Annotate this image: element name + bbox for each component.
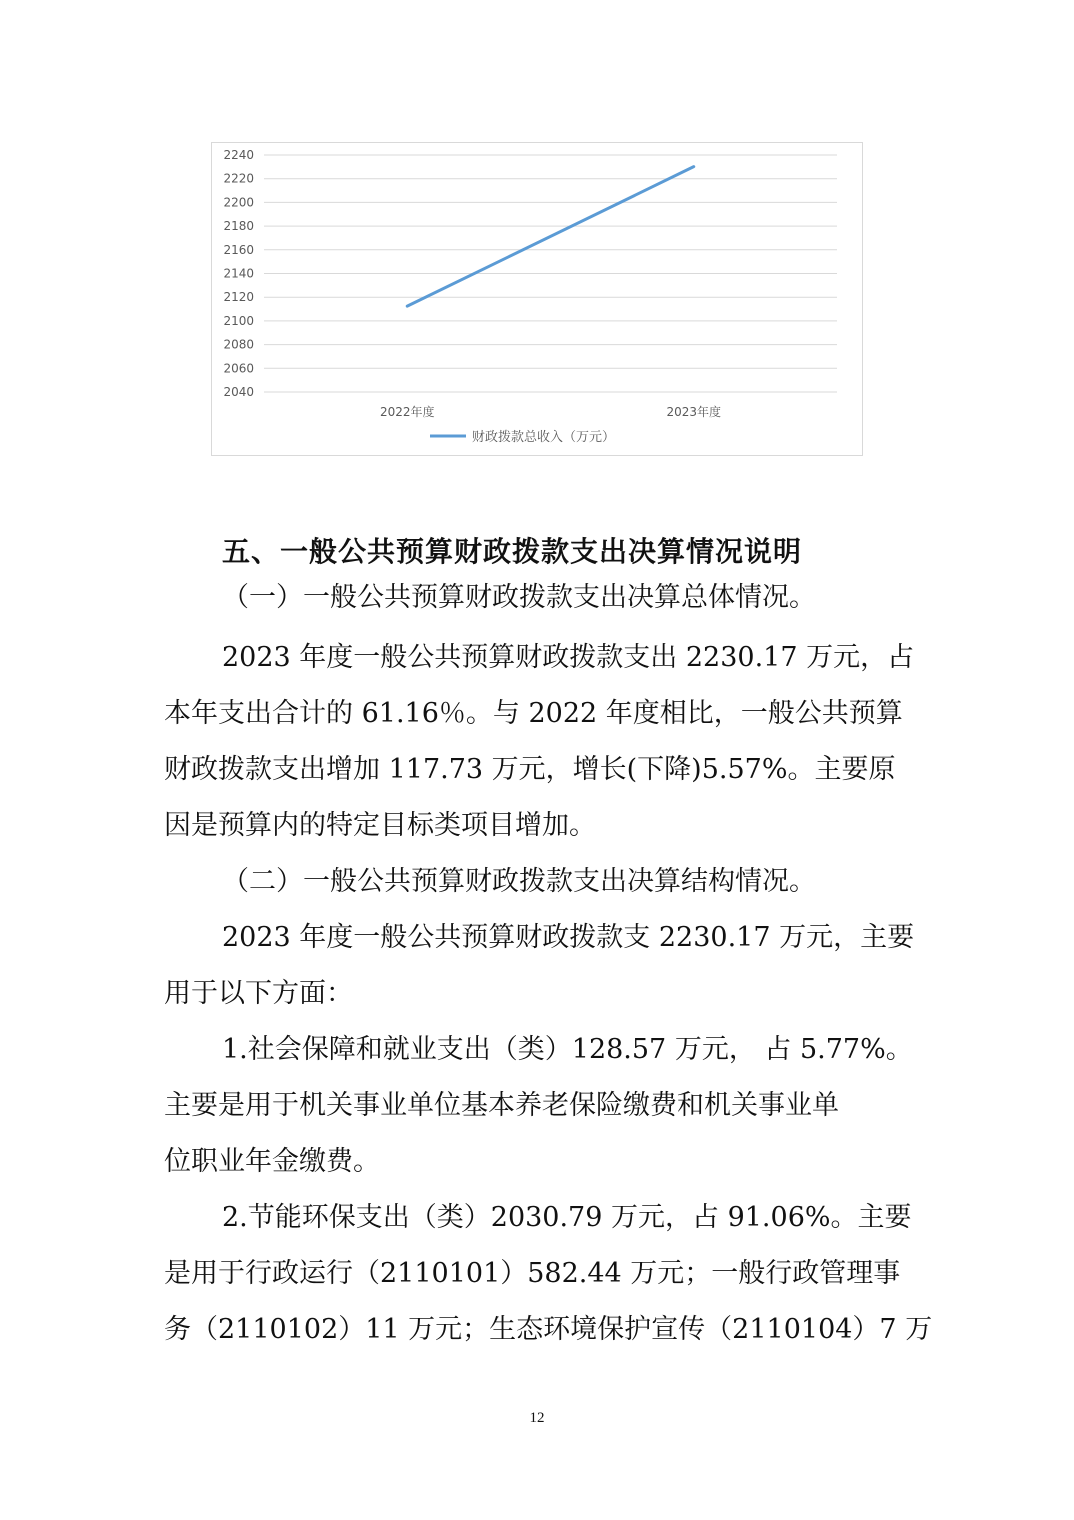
- item1-line3: 位职业年金缴费。: [164, 1146, 380, 1177]
- y-tick-label: 2100: [223, 313, 254, 328]
- y-tick-label: 2080: [223, 337, 254, 352]
- section-heading: 五、一般公共预算财政拨款支出决算情况说明: [222, 535, 803, 568]
- y-tick-label: 2200: [223, 195, 254, 210]
- para2-line2: 用于以下方面：: [164, 978, 353, 1009]
- chart-svg: [212, 143, 864, 457]
- para1-line3: 财政拨款支出增加 117.73 万元，增长(下降)5.57%。主要原: [164, 754, 896, 785]
- para1-line2: 本年支出合计的 61.16％。与 2022 年度相比，一般公共预算: [164, 698, 903, 729]
- series-line: [407, 167, 694, 307]
- y-tick-label: 2180: [223, 219, 254, 234]
- subheading-overall: （一）一般公共预算财政拨款支出决算总体情况。: [222, 582, 816, 613]
- line-chart: [211, 142, 863, 456]
- legend-label: 财政拨款总收入（万元）: [472, 430, 616, 445]
- y-tick-label: 2220: [223, 171, 254, 186]
- item1-line1: 1.社会保障和就业支出（类）128.57 万元， 占 5.77%。: [222, 1034, 913, 1065]
- x-tick-label: 2022年度: [379, 405, 435, 419]
- para1-line1: 2023 年度一般公共预算财政拨款支出 2230.17 万元，占: [222, 642, 915, 673]
- item2-line1: 2.节能环保支出（类）2030.79 万元，占 91.06%。主要: [222, 1202, 912, 1233]
- page-number: 12: [529, 1410, 545, 1426]
- y-tick-label: 2040: [223, 385, 254, 399]
- subheading-structure: （二）一般公共预算财政拨款支出决算结构情况。: [222, 866, 816, 897]
- y-tick-label: 2160: [223, 242, 254, 257]
- y-tick-label: 2240: [223, 148, 254, 162]
- item1-line2: 主要是用于机关事业单位基本养老保险缴费和机关事业单: [164, 1090, 839, 1121]
- x-tick-label: 2023年度: [666, 405, 722, 419]
- y-tick-label: 2140: [223, 266, 254, 281]
- item2-line2: 是用于行政运行（2110101）582.44 万元；一般行政管理事: [164, 1258, 901, 1289]
- y-tick-label: 2120: [223, 290, 254, 305]
- item2-line3: 务（2110102）11 万元；生态环境保护宣传（2110104）7 万: [164, 1314, 933, 1345]
- y-tick-label: 2060: [223, 361, 254, 376]
- para2-line1: 2023 年度一般公共预算财政拨款支 2230.17 万元，主要: [222, 922, 915, 953]
- para1-line4: 因是预算内的特定目标类项目增加。: [164, 810, 596, 841]
